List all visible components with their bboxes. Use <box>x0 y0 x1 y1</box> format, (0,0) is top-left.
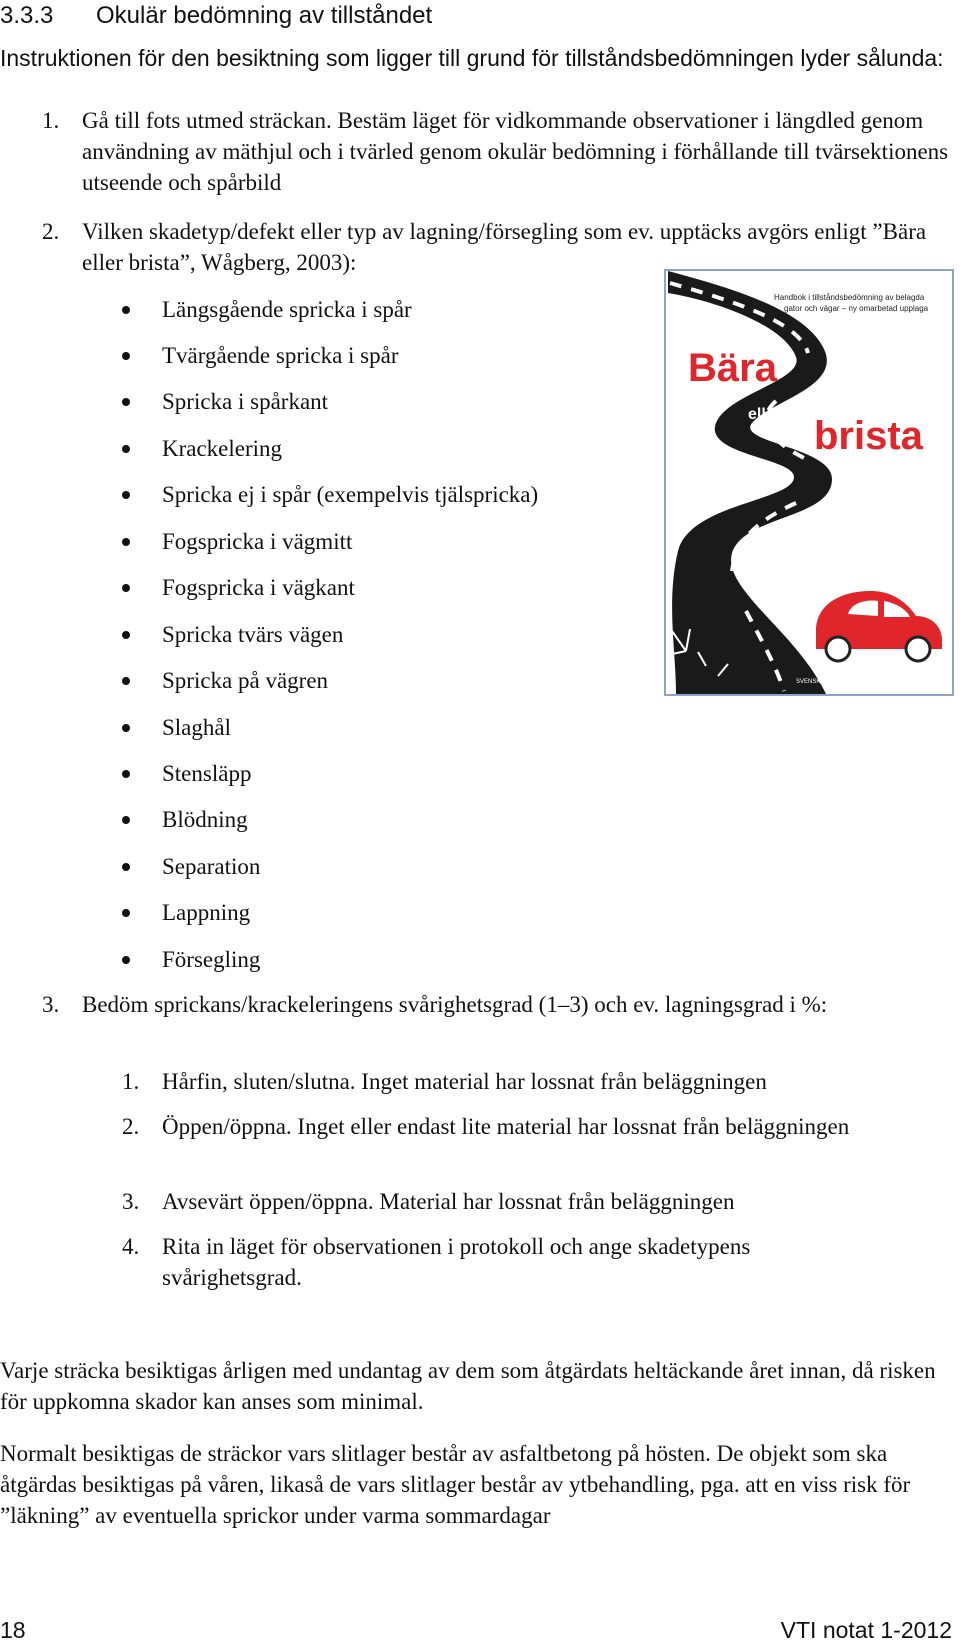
step-number: 2. <box>42 219 60 244</box>
page-number: 18 <box>0 1617 26 1643</box>
book-cover-image <box>664 269 954 696</box>
bullet-icon <box>122 724 130 732</box>
bullet-icon <box>122 538 130 546</box>
step-number: 1. <box>42 108 60 133</box>
bullet-icon <box>122 863 130 871</box>
step-1 <box>42 105 952 198</box>
car-icon <box>816 591 942 661</box>
svg-text:gator och vägar – ny omarbetad: gator och vägar – ny omarbetad upplaga <box>784 304 929 313</box>
bullet-icon <box>122 306 130 314</box>
bullet-icon <box>122 770 130 778</box>
bullet-icon <box>122 677 130 685</box>
svg-text:eller: eller <box>748 406 781 423</box>
paragraph-inspection-timing: Normalt besiktigas de sträckor vars slitlager består av asfaltbetong på hösten. De objekt som ska åtgärdas besiktigas på våren, likaså de vars slitlager består av ytbehandling, pga. att en viss risk för ”läkning” av eventuella sprickor under varma sommardagar <box>0 1441 911 1528</box>
step-text: Gå till fots utmed sträckan. Bestäm läget för vidkommande observationer i längdled genom användning av mäthjul och i tvärled genom okulär bedömning i förhållande till tvärsektionens utseende och spårbild <box>82 108 949 195</box>
svg-text:Handbok i tillståndsbedömning: Handbok i tillståndsbedömning av belagda <box>774 293 925 302</box>
section-title: Okulär bedömning av tillståndet <box>96 2 433 29</box>
intro-paragraph: Instruktionen för den besiktning som ligger till grund för tillståndsbedömningen lyder sålunda: <box>0 45 944 71</box>
severity-item: 4. Rita in läget för observationen i protokoll och ange skadetypens svårighetsgrad. <box>122 1234 751 1290</box>
bullet-icon <box>122 584 130 592</box>
bullet-icon <box>122 816 130 824</box>
bullet-icon <box>122 398 130 406</box>
svg-text:brista: brista <box>814 414 923 458</box>
bullet-icon <box>122 445 130 453</box>
svg-text:SVENSKA KOMMUNFÖRBUNDET: SVENSKA KOMMUNFÖRBUNDET <box>796 679 891 685</box>
book-cover-illustration <box>666 271 952 694</box>
bullet-icon <box>122 491 130 499</box>
step-3 <box>42 989 922 1051</box>
step-number: 3. <box>42 992 60 1017</box>
section-heading <box>0 0 432 32</box>
bullet-icon <box>122 956 130 964</box>
bullet-icon <box>122 909 130 917</box>
step-text: Vilken skadetyp/defekt eller typ av lagning/försegling som ev. upptäcks avgörs enligt ”Bära eller brista”, Wågberg, 2003): <box>82 219 927 275</box>
bullet-icon <box>122 352 130 360</box>
series-label: VTI notat 1-2012 <box>780 1617 952 1643</box>
svg-text:Bära: Bära <box>688 346 777 390</box>
severity-item: 3. Avsevärt öppen/öppna. Material har lossnat från beläggningen <box>122 1189 735 1214</box>
bullet-icon <box>122 631 130 639</box>
severity-item: 1. Hårfin, sluten/slutna. Inget material har lossnat från beläggningen <box>122 1069 767 1094</box>
step-text: Bedöm sprickans/krackeleringens svårighetsgrad (1–3) och ev. lagningsgrad i %: <box>82 992 828 1017</box>
section-number: 3.3.3 <box>0 2 54 29</box>
paragraph-inspection-frequency: Varje sträcka besiktigas årligen med undantag av dem som åtgärdats heltäckande året innan, då risken för uppkomna skador kan anses som minimal. <box>0 1358 936 1414</box>
severity-item: 2. Öppen/öppna. Inget eller endast lite material har lossnat från beläggningen <box>122 1114 850 1139</box>
